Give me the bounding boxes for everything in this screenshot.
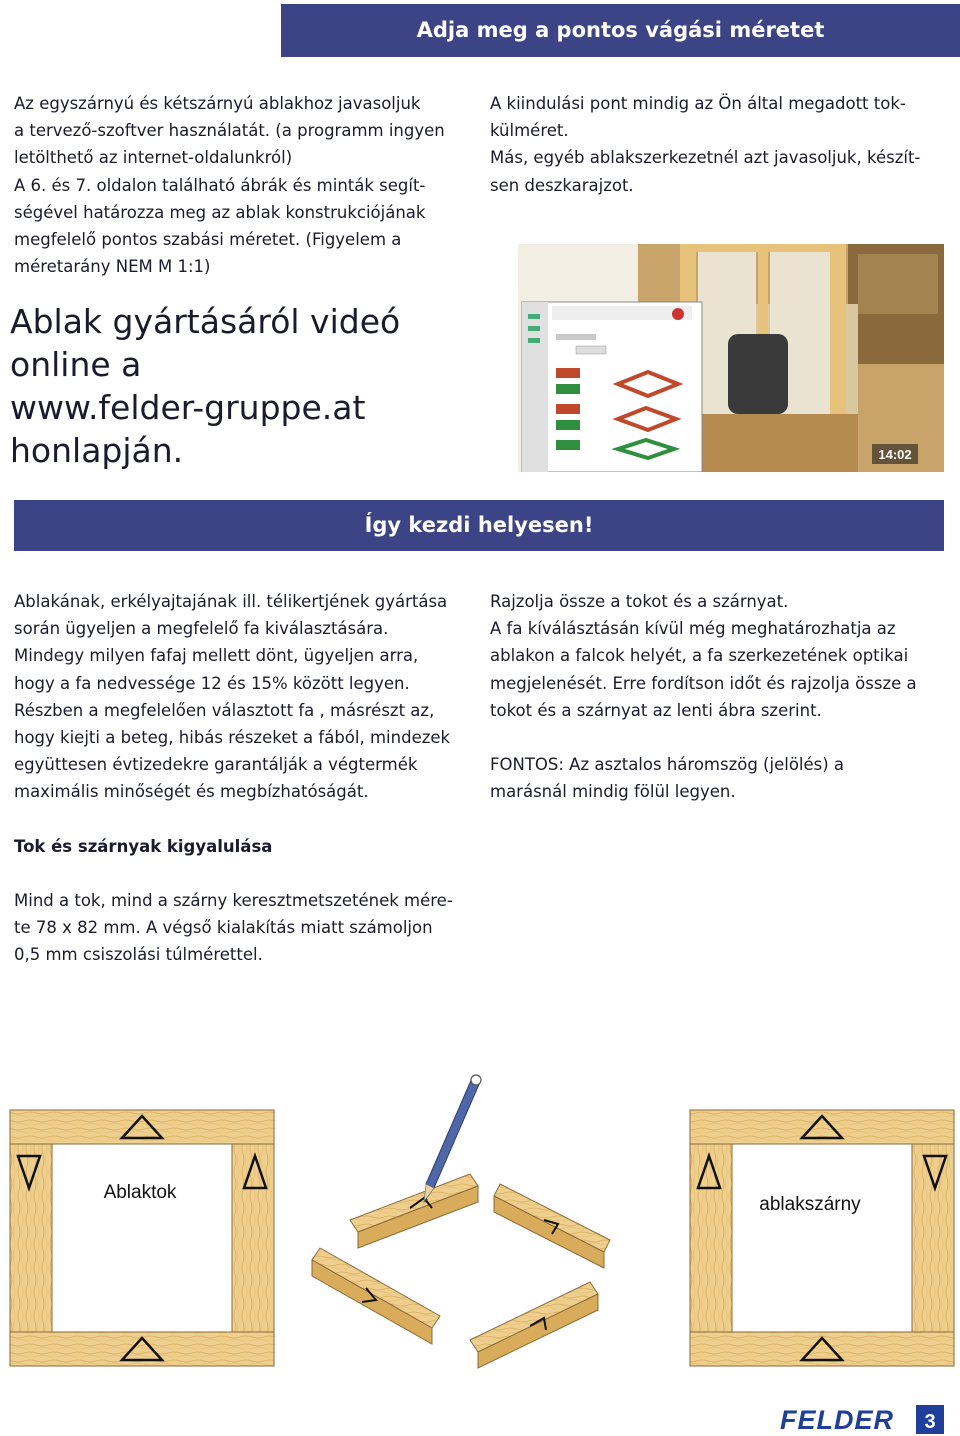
video-heading — [10, 300, 480, 472]
text-line: Részben a megfelelően választott fa , másrészt az, — [14, 700, 435, 720]
felder-logo — [762, 1404, 944, 1435]
drawing-instructions-text — [490, 588, 945, 806]
planing-heading: Tok és szárnyak kigyalulása — [14, 837, 273, 856]
sash-pieces-drawing — [312, 1174, 610, 1368]
text-line: méretarány NEM M 1:1) — [14, 257, 211, 277]
frame-right-stile — [232, 1144, 274, 1332]
text-line: A kiindulási pont mindig az Ön által megadott tok- — [490, 94, 906, 113]
text-line: megfelelő pontos szabási méretet. (Figyelem a — [14, 230, 402, 250]
text-line: 0,5 mm csiszolási túlmérettel. — [14, 945, 263, 965]
sash-frame-drawing — [690, 1110, 954, 1366]
text-line: együttesen évtizedekre garantálják a végtermék — [14, 755, 418, 775]
text-line: Rajzolja össze a tokot és a szárnyat. — [490, 592, 789, 611]
text-line: Az egyszárnyú és kétszárnyú ablakhoz javasoljuk — [14, 94, 421, 113]
text-line: során ügyeljen a megfelelő fa kiválasztására. — [14, 619, 389, 639]
sash-right-stile — [912, 1144, 954, 1332]
text-line: hogy kiejti a beteg, hibás részeket a fából, mindezek — [14, 728, 451, 748]
sash-left-stile — [690, 1144, 732, 1332]
text-line: Mind a tok, mind a szárny keresztmetszetének mére- — [14, 891, 453, 910]
intro-right-text — [490, 90, 945, 199]
cabinetmaker-triangles-sash — [698, 1116, 946, 1360]
text-line: te 78 x 82 mm. A végső kialakítás miatt számoljon — [14, 918, 433, 938]
video-timestamp: 14:02 — [878, 447, 912, 462]
text-line: hogy a fa nedvessége 12 és 15% között legyen. — [14, 673, 410, 693]
section-banner: Így kezdi helyesen! — [14, 500, 944, 551]
text-line: ablakon a falcok helyét, a fa szerkezetének optikai — [490, 646, 909, 666]
video-screenshot-image[interactable] — [518, 244, 944, 472]
wood-selection-text — [14, 588, 479, 806]
text-line: ségével határozza meg az ablak konstrukciójának — [14, 202, 426, 222]
text-line: Mindegy milyen fafaj mellett dönt, ügyeljen arra, — [14, 646, 419, 666]
frame-left-stile — [10, 1144, 52, 1332]
planing-text — [14, 887, 479, 969]
text-line: letölthető az internet-oldalunkról) — [14, 148, 293, 168]
text-line: A 6. és 7. oldalon található ábrák és minták segít- — [14, 175, 426, 195]
text-line — [490, 724, 945, 751]
frame-label: Ablaktok — [103, 1182, 177, 1203]
logo-text: FELDER — [780, 1405, 894, 1435]
text-line: sen deszkarajzot. — [490, 175, 634, 195]
text-line: marásnál mindig fölül legyen. — [490, 782, 736, 802]
window-frame-drawing — [10, 1110, 274, 1366]
text-line: FONTOS: Az asztalos háromszög (jelölés) a — [490, 755, 845, 775]
frame-sash-diagram — [0, 1070, 960, 1370]
text-line: Ablakának, erkélyajtajának ill. télikertjének gyártása — [14, 592, 448, 611]
page-header-banner: Adja meg a pontos vágási méretet — [281, 4, 960, 57]
text-line: A fa kíválásztásán kívül még meghatározhatja az — [490, 619, 896, 639]
heading-line: online a — [10, 345, 142, 384]
text-line: tokot és a szárnyat az lenti ábra szerint. — [490, 700, 822, 720]
heading-line: Ablak gyártásáról videó — [10, 302, 401, 341]
sash-label: ablakszárny — [759, 1194, 861, 1215]
cabinetmaker-triangles-frame — [18, 1116, 266, 1360]
text-line: Más, egyéb ablakszerkezetnél azt javasoljuk, készít- — [490, 148, 921, 168]
text-line: maximális minőségét és megbízhatóságát. — [14, 782, 369, 802]
text-line: külméret. — [490, 121, 569, 141]
heading-line: honlapján. — [10, 431, 184, 470]
text-line: megjelenését. Erre fordítson időt és rajzolja össze a — [490, 673, 917, 693]
intro-left-text — [14, 90, 484, 280]
page-number: 3 — [924, 1411, 936, 1433]
text-line: a tervező-szoftver használatát. (a programm ingyen — [14, 121, 445, 141]
heading-link[interactable]: www.felder-gruppe.at — [10, 388, 366, 427]
